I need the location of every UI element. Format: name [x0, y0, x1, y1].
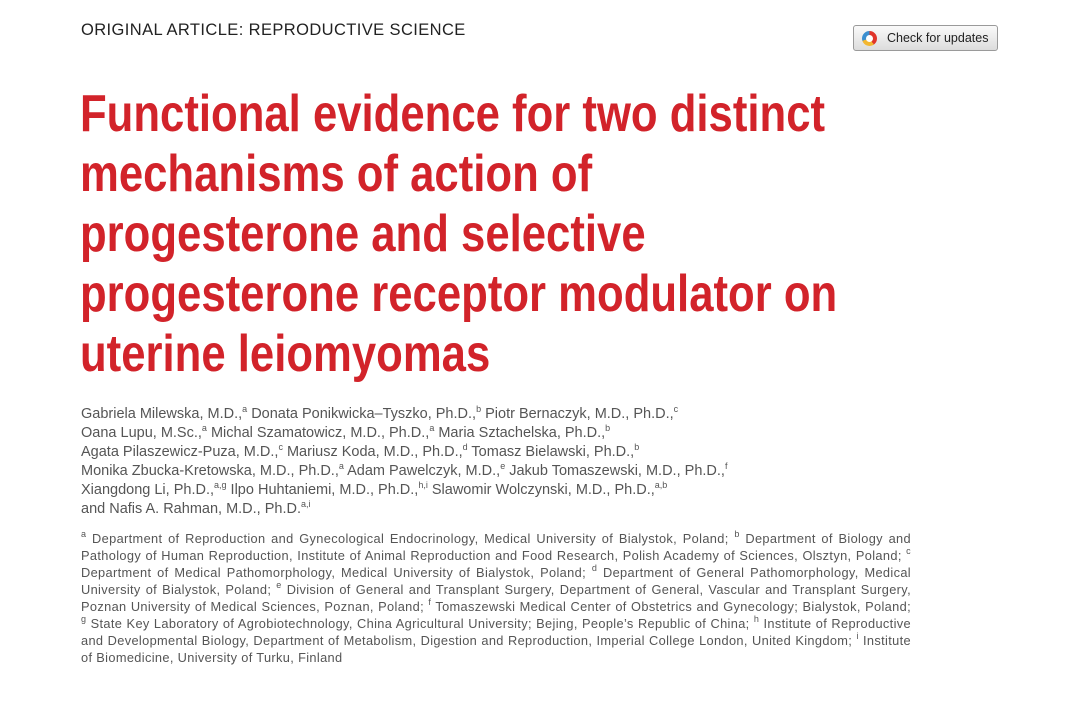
affiliations — [81, 530, 911, 666]
affiliation-superscript: h,i — [418, 480, 428, 490]
affiliation-superscript: a — [201, 423, 207, 433]
affiliation-superscript: e — [500, 461, 506, 471]
author-line — [81, 405, 961, 424]
affiliation-superscript: b — [605, 423, 611, 433]
affiliation-superscript: h — [753, 614, 760, 624]
title-line: progesterone and selective — [80, 205, 646, 263]
text-run: Tomasz Bielawski, Ph.D., — [467, 444, 635, 460]
text-run: State Key Laboratory of Agrobiotechnology, China Agricultural University; Bejing, People’s Republic of China; — [86, 616, 754, 631]
affiliation-superscript: d — [591, 563, 598, 573]
author-line — [81, 500, 961, 519]
affiliation-superscript: g — [81, 614, 87, 624]
check-for-updates-button[interactable] — [853, 25, 998, 51]
affiliation-superscript: a,i — [301, 499, 311, 509]
affiliation-superscript: a,b — [654, 480, 668, 490]
text-run: Agata Pilaszewicz-Puza, M.D., — [81, 444, 279, 460]
text-run: Gabriela Milewska, M.D., — [81, 406, 243, 422]
text-run: Donata Ponikwicka–Tyszko, Ph.D., — [247, 406, 477, 422]
title-line: mechanisms of action of — [80, 145, 593, 203]
affiliation-superscript: b — [476, 404, 482, 414]
text-run: Monika Zbucka-Kretowska, M.D., Ph.D., — [81, 463, 339, 479]
text-run: Mariusz Koda, M.D., Ph.D., — [282, 444, 463, 460]
affiliation-superscript: a — [338, 461, 344, 471]
text-run: Institute of Biomedicine, University of Turku, Finland — [81, 633, 911, 665]
crossmark-icon — [862, 31, 877, 46]
author-line — [81, 424, 961, 443]
text-run: Division of General and Transplant Surgery, Department of General, Vascular and Transplant Surgery, Poznan University of Medical Sciences, Poznan, Poland; — [81, 582, 912, 614]
text-run: and Nafis A. Rahman, M.D., Ph.D. — [81, 501, 302, 517]
author-line — [81, 443, 961, 462]
title-line: Functional evidence for two distinct — [80, 85, 826, 143]
affiliation-superscript: i — [856, 631, 859, 641]
affiliation-superscript: a,g — [214, 480, 227, 490]
title-line: uterine leiomyomas — [80, 325, 491, 383]
affiliation-superscript: f — [428, 597, 432, 607]
affiliation-superscript: d — [462, 442, 468, 452]
affiliation-superscript: a — [429, 423, 435, 433]
text-run: Michal Szamatowicz, M.D., Ph.D., — [206, 425, 430, 441]
affiliation-superscript: b — [734, 529, 740, 539]
check-for-updates-label: Check for updates — [887, 31, 989, 45]
text-run: Ilpo Huhtaniemi, M.D., Ph.D., — [226, 482, 419, 498]
author-list — [81, 405, 961, 519]
text-run: Department of General Pathomorphology, Medical University of Bialystok, Poland; — [81, 565, 911, 597]
text-run: Institute of Reproductive and Developmental Biology, Department of Metabolism, Digestion and Reproduction, Imperial College London, United Kingdom; — [81, 616, 911, 648]
text-run: Oana Lupu, M.Sc., — [81, 425, 202, 441]
text-run: Department of Reproduction and Gynecological Endocrinology, Medical University of Bialystok, Poland; — [86, 531, 735, 546]
affiliation-superscript: c — [278, 442, 283, 452]
text-run: Tomaszewski Medical Center of Obstetrics and Gynecology; Bialystok, Poland; — [431, 599, 911, 614]
article-section-label: ORIGINAL ARTICLE: REPRODUCTIVE SCIENCE — [81, 21, 466, 39]
title-line: progesterone receptor modulator on — [80, 265, 838, 323]
affiliation-superscript: a — [81, 529, 87, 539]
text-run: Slawomir Wolczynski, M.D., Ph.D., — [427, 482, 655, 498]
affiliation-superscript: c — [906, 546, 911, 556]
text-run: Jakub Tomaszewski, M.D., Ph.D., — [505, 463, 725, 479]
text-run: Piotr Bernaczyk, M.D., Ph.D., — [481, 406, 674, 422]
affiliation-superscript: b — [634, 442, 640, 452]
affiliation-superscript: f — [724, 461, 728, 471]
text-run: Department of Medical Pathomorphology, Medical University of Bialystok, Poland; — [81, 565, 592, 580]
text-run: Maria Sztachelska, Ph.D., — [434, 425, 606, 441]
affiliation-superscript: e — [276, 580, 282, 590]
text-run: Department of Biology and Pathology of Human Reproduction, Institute of Animal Reproduction and Food Research, Polish Academy of Sciences, Olsztyn, Poland; — [81, 531, 911, 563]
text-run: Xiangdong Li, Ph.D., — [81, 482, 215, 498]
author-line — [81, 481, 961, 500]
article-title — [80, 84, 853, 384]
text-run: Adam Pawelczyk, M.D., — [343, 463, 501, 479]
affiliation-superscript: a — [242, 404, 248, 414]
author-line — [81, 462, 961, 481]
affiliation-superscript: c — [673, 404, 679, 414]
